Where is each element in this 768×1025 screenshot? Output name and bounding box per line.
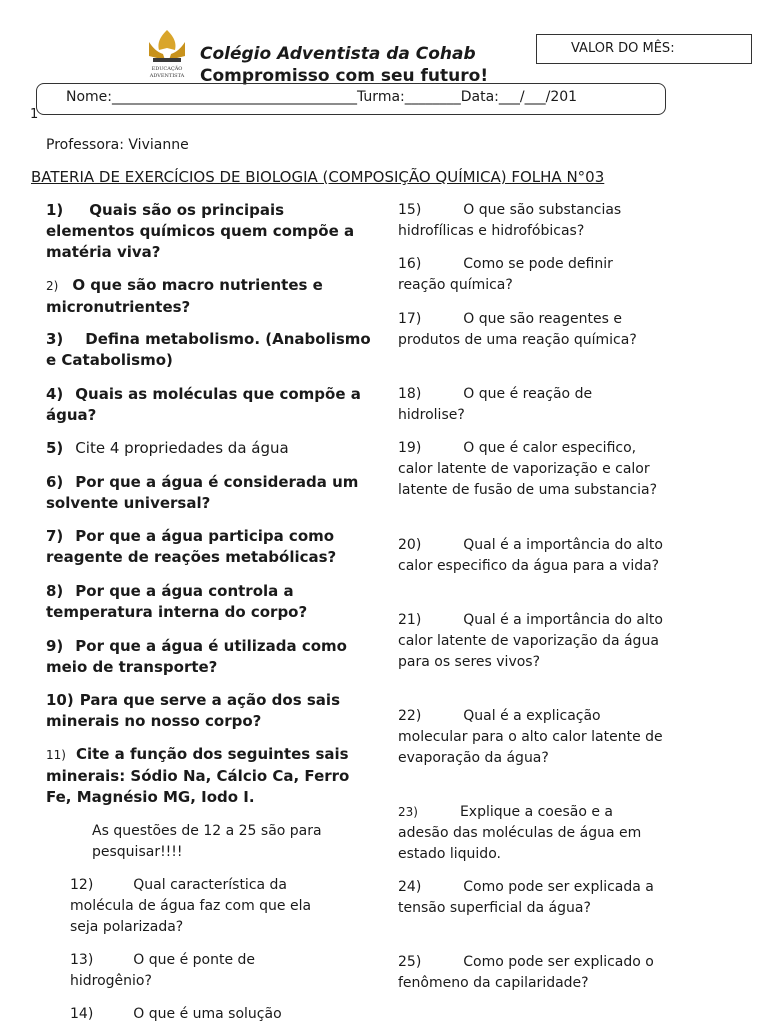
question-15: 15) O que são substancias hidrofílicas e hidrofóbicas? [398,202,622,239]
svg-text:EDUCAÇÃO: EDUCAÇÃO [151,66,183,72]
student-info-line[interactable]: Nome:___________________________________Turma:________Data:___/___/201 [66,89,578,105]
question-6: 6) Por que a água é considerada um solvente universal? [46,473,359,512]
question-10: 10) Para que serve a ação dos sais minerais no nosso corpo? [46,691,340,730]
question-5: 5) Cite 4 propriedades da água [46,439,289,457]
research-note: As questões de 12 a 25 são para pesquisar!!!! [92,823,322,860]
question-7: 7) Por que a água participa como reagente de reações metabólicas? [46,527,337,566]
worksheet-title: BATERIA DE EXERCÍCIOS DE BIOLOGIA (COMPOSIÇÃO QUÍMICA) FOLHA N°03 [31,168,605,186]
teacher-name: Professora: Vivianne [46,137,189,153]
stray-character: 1 [30,107,39,122]
question-20: 20) Qual é a importância do alto calor especifico da água para a vida? [398,537,663,574]
svg-text:ADVENTISTA: ADVENTISTA [149,73,185,79]
question-11: 11) Cite a função dos seguintes sais minerais: Sódio Na, Cálcio Ca, Ferro Fe, Magnésio MG, Iodo I. [46,745,350,806]
valor-box[interactable] [536,34,752,64]
question-9: 9) Por que a água é utilizada como meio de transporte? [46,637,347,676]
question-4: 4) Quais as moléculas que compõe a água? [46,385,361,424]
question-24: 24) Como pode ser explicada a tensão superficial da água? [398,879,654,916]
question-3: 3) Defina metabolismo. (Anabolismo e Catabolismo) [46,330,371,369]
question-17: 17) O que são reagentes e produtos de uma reação química? [398,311,637,348]
question-12: 12) Qual característica da molécula de água faz com que ela seja polarizada? [70,877,312,935]
school-motto: Compromisso com seu futuro! [200,66,489,86]
valor-label: VALOR DO MÊS: [571,41,675,56]
question-13: 13) O que é ponte de hidrogênio? [70,952,256,989]
question-8: 8) Por que a água controla a temperatura interna do corpo? [46,582,308,621]
question-22: 22) Qual é a explicação molecular para o alto calor latente de evaporação da água? [398,708,663,766]
question-21: 21) Qual é a importância do alto calor latente de vaporização da água para os seres vivos? [398,612,663,670]
question-14: 14) O que é uma solução [70,1006,282,1022]
school-name: Colégio Adventista da Cohab [200,44,476,64]
question-16: 16) Como se pode definir reação química? [398,256,613,293]
question-18: 18) O que é reação de hidrolise? [398,386,593,423]
question-25: 25) Como pode ser explicado o fenômeno da capilaridade? [398,954,654,991]
question-1: 1) Quais são os principais elementos químicos quem compõe a matéria viva? [46,201,355,261]
question-23: 23) Explique a coesão e a adesão das moléculas de água em estado liquido. [398,804,642,862]
school-logo [143,26,191,80]
question-19: 19) O que é calor especifico, calor latente de vaporização e calor latente de fusão de uma substancia? [398,440,658,498]
question-2: 2) O que são macro nutrientes e micronutrientes? [46,276,323,316]
